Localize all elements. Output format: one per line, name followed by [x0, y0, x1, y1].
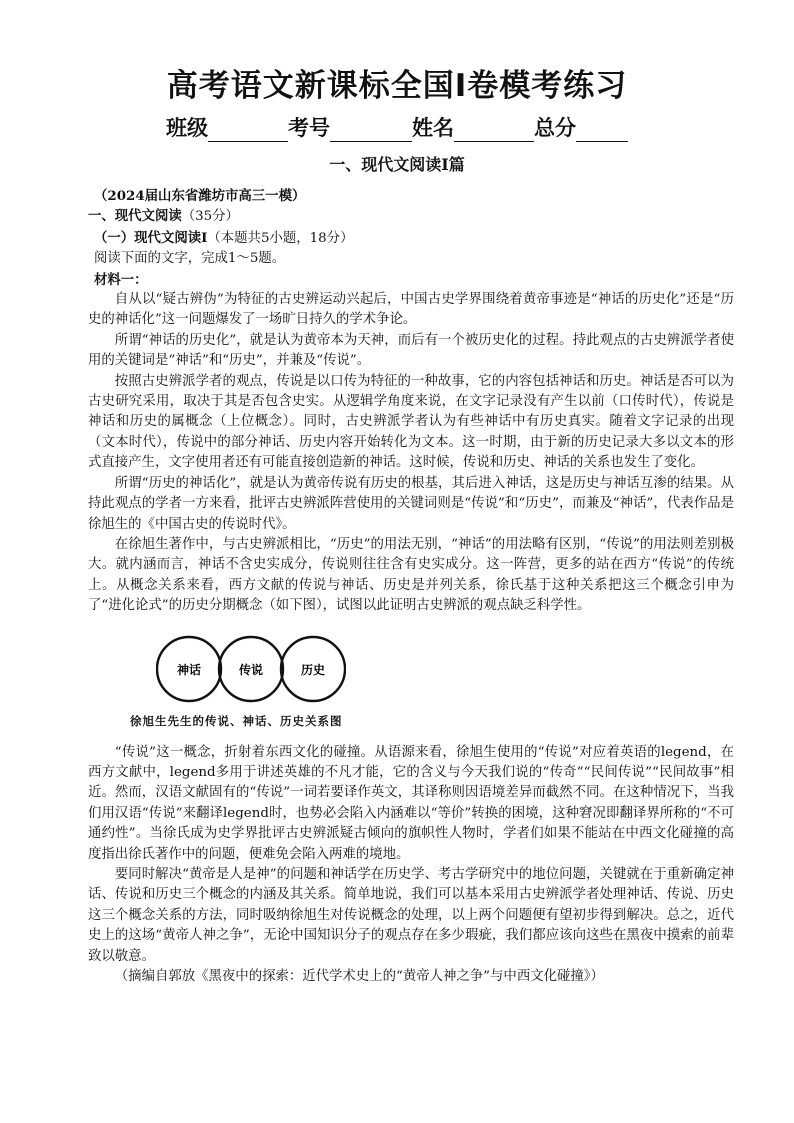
paragraph: 按照古史辨派学者的观点，传说是以口传为特征的一种故事，它的内容包括神话和历史。神话是否可以为古史研究采用，取决于其是否包含史实。从逻辑学角度来说，在文字记录没有产生以前（口传时代），传说是神话和历史的属概念（上位概念）。同时，古史辨派学者认为有些神话中有历史真实。随着文字记录的出现（文本时代），传说中的部分神话、历史内容开始转化为文本。这一时期，由于新的历史记录大多以文本的形式直接产生，文字使用者还有可能直接创造新的神话。这时候，传说和历史、神话的关系也发生了变化。 [88, 373, 734, 471]
section-title: 一、现代文阅读Ⅰ篇 [329, 155, 465, 174]
exam-source: （2024届山东省潍坊市高三一模） [94, 188, 306, 204]
paragraph: 所谓“历史的神话化”，就是认为黄帝传说有历史的根基，其后进入神话，这是历史与神话互渗的结果。从持此观点的学者一方来看，批评古史辨派阵营使用的关键词则是“传说”和“历史”，而兼及“神话”，代表作品是徐旭生的《中国古史的传说时代》。 [88, 475, 734, 532]
paragraph: 所谓“神话的历史化”，就是认为黄帝本为天神，而后有一个被历史化的过程。持此观点的古史辨派学者使用的关键词是“神话”和“历史”，并兼及“传说”。 [88, 332, 734, 369]
paragraph: “传说”这一概念，折射着东西文化的碰撞。从语源来看，徐旭生使用的“传说”对应着英语的legend，在西方文献中，legend多用于讲述英雄的不凡才能，它的含义与今天我们说的“传奇”“民间传说”“民间故事”相近。然而，汉语文献固有的“传说”一词若要译作英文，其译称则因语境差异而截然不同。在这种情况下，当我们用汉语“传说”来翻译legend时，也势必会陷入内涵难以“等价”转换的困境，这种窘况即翻译界所称的“不可通约性”。当徐氏成为史学界批评古史辨派疑古倾向的旗帜性人物时，学者们如果不能站在中西文化碰撞的高度指出徐氏著作中的问题，便难免会陷入两难的境地。 [88, 744, 734, 862]
number-label: 考号 [288, 116, 330, 140]
venn-circles [156, 627, 346, 709]
passage-body [88, 186, 734, 987]
student-info-line [0, 112, 794, 142]
label-legend: 传说 [238, 662, 264, 677]
part-heading: 一、现代文阅读（35分） [88, 208, 239, 225]
instruction: 阅读下面的文字，完成1～5题。 [94, 251, 286, 267]
label-myth: 神话 [176, 662, 202, 677]
class-blank[interactable] [208, 119, 288, 142]
name-blank[interactable] [454, 119, 534, 142]
sub-heading: （一）现代文阅读Ⅰ（本题共5小题，18分） [94, 229, 354, 246]
name-label: 姓名 [412, 116, 454, 140]
figure-caption: 徐旭生先生的传说、神话、历史关系图 [130, 713, 343, 728]
class-label: 班级 [166, 116, 208, 140]
score-blank[interactable] [576, 119, 628, 142]
material-label: 材料一： [94, 271, 148, 288]
paragraph: 要同时解决“黄帝是人是神”的问题和神话学在历史学、考古学研究中的地位问题，关键就在于重新确定神话、传说和历史三个概念的内涵及其关系。简单地说，我们可以基本采用古史辨派学者处理神话、传说、历史这三个概念关系的方法，同时吸纳徐旭生对传说概念的处理，以上两个问题便有望初步得到解决。总之，近代史上的这场“黄帝人神之争”，无论中国知识分子的观点存在多少瑕疵，我们都应该向这些在黑夜中摸索的前辈致以敬意。 [88, 866, 734, 964]
paragraph: 在徐旭生著作中，与古史辨派相比，“历史”的用法无别，“神话”的用法略有区别，“传说”的用法则差别极大。就内涵而言，神话不含史实成分，传说则往往含有史实成分。这一阵营，更多的站在西方“传说”的传统上。从概念关系来看，西方文献的传说与神话、历史是并列关系，徐氏基于这种关系把这三个概念引申为了“进化论式”的历史分期概念（如下图），试图以此证明古史辨派的观点缺乏科学性。 [88, 536, 734, 614]
venn-diagram [88, 627, 734, 737]
score-label: 总分 [534, 116, 576, 140]
number-blank[interactable] [330, 119, 412, 142]
page-title: 高考语文新课标全国Ⅰ卷模考练习 [166, 68, 628, 104]
source-note: （摘编自郭放《黑夜中的探索：近代学术史上的“黄帝人神之争”与中西文化碰撞》） [114, 969, 604, 984]
label-history: 历史 [300, 662, 326, 677]
paragraph: 自从以“疑古辨伪”为特征的古史辨运动兴起后，中国古史学界围绕着黄帝事迹是“神话的历史化”还是“历史的神话化”这一问题爆发了一场旷日持久的学术争论。 [88, 292, 734, 328]
